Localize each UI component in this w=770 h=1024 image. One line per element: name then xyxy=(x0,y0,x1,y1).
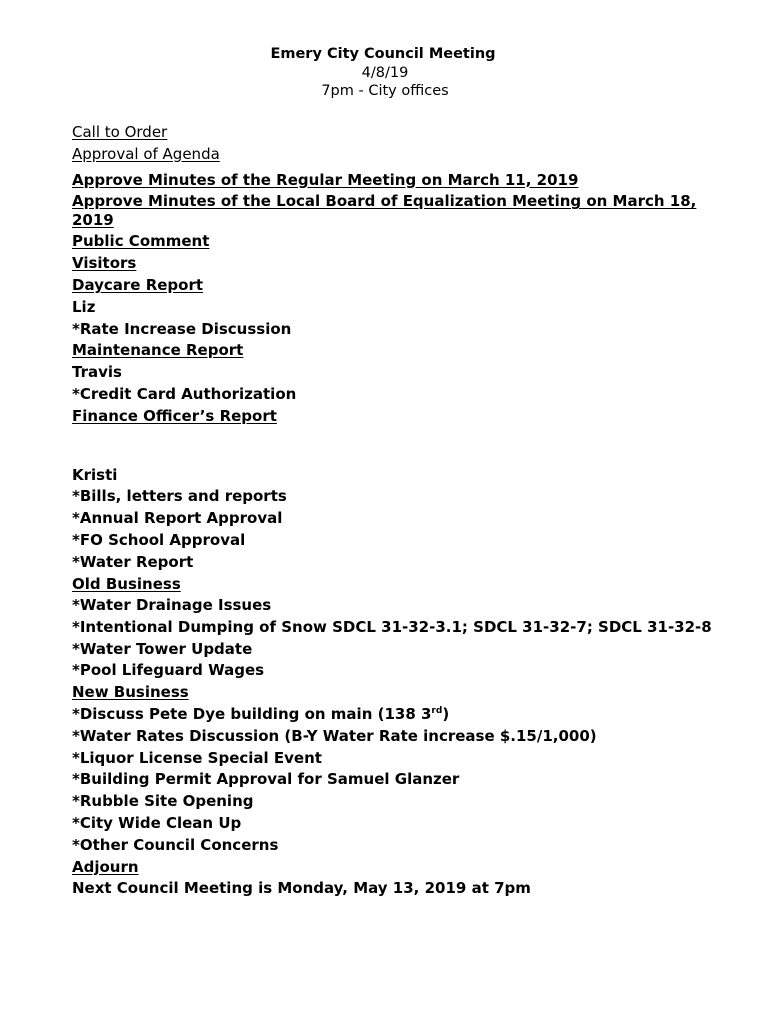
new-business-item: *Other Council Concerns xyxy=(72,835,279,854)
next-meeting-note: Next Council Meeting is Monday, May 13, 2019 at 7pm xyxy=(72,879,531,898)
finance-item: *Water Report xyxy=(72,552,194,571)
daycare-presenter: Liz xyxy=(72,297,96,316)
maintenance-item: *Credit Card Authorization xyxy=(72,384,297,403)
agenda-item-call-to-order: Call to Order xyxy=(72,123,168,141)
agenda-section-new-business: New Business xyxy=(72,683,189,702)
finance-item: *FO School Approval xyxy=(72,530,246,549)
agenda-item-visitors: Visitors xyxy=(72,254,137,273)
finance-item: *Annual Report Approval xyxy=(72,509,283,528)
ordinal-suffix: rd xyxy=(431,706,443,717)
daycare-item: *Rate Increase Discussion xyxy=(72,319,292,338)
agenda-section-finance-report: Finance Officer’s Report xyxy=(72,406,277,425)
agenda-item-approve-minutes-equalization: Approve Minutes of the Local Board of Equalization Meeting on March 18, 2019 xyxy=(72,192,697,229)
new-business-item: *Water Rates Discussion (B-Y Water Rate increase $.15/1,000) xyxy=(72,726,597,745)
old-business-item: *Pool Lifeguard Wages xyxy=(72,661,265,680)
agenda-section-daycare-report: Daycare Report xyxy=(72,275,204,294)
new-business-item xyxy=(72,704,712,726)
agenda-item-approve-minutes-regular: Approve Minutes of the Regular Meeting on March 11, 2019 xyxy=(72,170,579,189)
old-business-item: *Water Tower Update xyxy=(72,639,253,658)
finance-item: *Bills, letters and reports xyxy=(72,487,287,506)
agenda-item-approval-of-agenda: Approval of Agenda xyxy=(72,144,220,163)
new-business-item-close: ) xyxy=(442,705,450,724)
meeting-time-place: 7pm - City offices xyxy=(321,83,449,99)
meeting-date: 4/8/19 xyxy=(361,65,409,81)
agenda-item-adjourn: Adjourn xyxy=(72,857,139,876)
agenda-item-public-comment: Public Comment xyxy=(72,232,210,251)
agenda-section-old-business: Old Business xyxy=(72,574,181,593)
new-business-item: *City Wide Clean Up xyxy=(72,814,242,833)
new-business-item: *Rubble Site Opening xyxy=(72,792,254,811)
document-title: Emery City Council Meeting xyxy=(270,46,496,62)
agenda-section-maintenance-report: Maintenance Report xyxy=(72,341,244,360)
finance-presenter: Kristi xyxy=(72,465,118,484)
agenda-list xyxy=(72,122,712,900)
new-business-item: *Liquor License Special Event xyxy=(72,748,322,767)
maintenance-presenter: Travis xyxy=(72,363,122,382)
new-business-item-text: *Discuss Pete Dye building on main (138 3 xyxy=(72,705,432,724)
new-business-item: *Building Permit Approval for Samuel Glanzer xyxy=(72,770,460,789)
old-business-item: *Water Drainage Issues xyxy=(72,596,272,615)
old-business-item: *Intentional Dumping of Snow SDCL 31-32-3.1; SDCL 31-32-7; SDCL 31-32-8 xyxy=(72,618,712,637)
